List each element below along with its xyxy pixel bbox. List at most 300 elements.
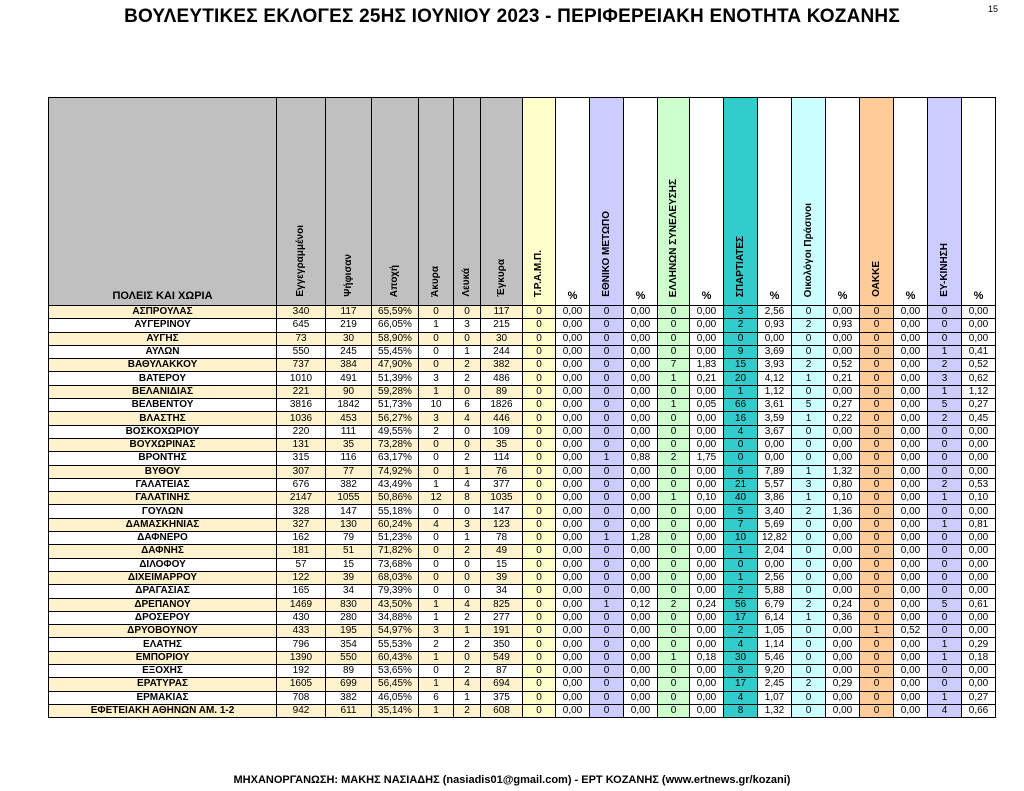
header-party-2 xyxy=(658,98,690,306)
row-cell: 0 xyxy=(860,385,894,398)
row-cell: 0,00 xyxy=(556,704,590,717)
row-cell: 0,00 xyxy=(894,571,928,584)
row-cell: 53,65% xyxy=(372,665,419,678)
row-cell: 1035 xyxy=(481,492,523,505)
row-cell: 0 xyxy=(419,505,454,518)
row-cell: 2 xyxy=(454,704,481,717)
header-party-3 xyxy=(724,98,758,306)
row-cell: 0,00 xyxy=(826,545,860,558)
row-cell: 73,28% xyxy=(372,438,419,451)
row-cell: 699 xyxy=(326,678,372,691)
row-cell: 1,07 xyxy=(758,691,792,704)
row-cell: 0,00 xyxy=(826,638,860,651)
table-row xyxy=(49,545,996,558)
row-cell: 3 xyxy=(724,306,758,319)
table-row xyxy=(49,598,996,611)
table-row xyxy=(49,372,996,385)
row-cell: 21 xyxy=(724,478,758,491)
row-cell: 0,00 xyxy=(556,625,590,638)
row-cell: 0 xyxy=(523,492,556,505)
row-cell: 796 xyxy=(277,638,326,651)
row-cell: 0,00 xyxy=(624,625,658,638)
row-name: ΕΡΑΤΥΡΑΣ xyxy=(49,678,277,691)
row-cell: 74,92% xyxy=(372,465,419,478)
row-cell: 0 xyxy=(860,372,894,385)
row-cell: 5 xyxy=(928,399,962,412)
row-cell: 0,00 xyxy=(894,332,928,345)
row-cell: 147 xyxy=(326,505,372,518)
row-cell: 5,57 xyxy=(758,478,792,491)
row-cell: 0,00 xyxy=(624,651,658,664)
row-cell: 0,00 xyxy=(624,438,658,451)
row-cell: 34 xyxy=(481,585,523,598)
row-cell: 0,00 xyxy=(556,425,590,438)
row-name: ΒΑΤΕΡΟΥ xyxy=(49,372,277,385)
row-name: ΔΡΕΠΑΝΟΥ xyxy=(49,598,277,611)
row-cell: 0,00 xyxy=(556,665,590,678)
row-cell: 0,00 xyxy=(894,478,928,491)
row-cell: 1036 xyxy=(277,412,326,425)
row-cell: 2,45 xyxy=(758,678,792,691)
row-cell: 6 xyxy=(419,691,454,704)
row-cell: 4 xyxy=(454,678,481,691)
row-cell: 0 xyxy=(523,399,556,412)
row-cell: 1 xyxy=(724,385,758,398)
row-cell: 87 xyxy=(481,665,523,678)
row-cell: 2 xyxy=(792,319,826,332)
header-pct-label: % xyxy=(973,290,984,302)
row-cell: 131 xyxy=(277,438,326,451)
header-party-4 xyxy=(792,98,826,306)
row-cell: 2 xyxy=(658,598,690,611)
row-cell: 15 xyxy=(481,558,523,571)
row-cell: 244 xyxy=(481,345,523,358)
row-cell: 0 xyxy=(523,438,556,451)
row-cell: 0,00 xyxy=(962,585,996,598)
row-cell: 0 xyxy=(454,585,481,598)
row-cell: 0 xyxy=(523,372,556,385)
row-cell: 56,27% xyxy=(372,412,419,425)
row-name: ΒΡΟΝΤΗΣ xyxy=(49,452,277,465)
row-cell: 0 xyxy=(792,452,826,465)
row-cell: 0 xyxy=(590,691,624,704)
row-cell: 0 xyxy=(860,345,894,358)
row-cell: 0 xyxy=(658,518,690,531)
row-cell: 0,00 xyxy=(962,465,996,478)
row-cell: 7,89 xyxy=(758,465,792,478)
row-cell: 2,56 xyxy=(758,571,792,584)
header-pct-4 xyxy=(826,98,860,306)
row-cell: 65,59% xyxy=(372,306,419,319)
row-cell: 0 xyxy=(860,465,894,478)
row-cell: 0,52 xyxy=(894,625,928,638)
row-cell: 123 xyxy=(481,518,523,531)
table-body xyxy=(49,306,996,718)
row-cell: 0 xyxy=(523,412,556,425)
row-cell: 51,23% xyxy=(372,532,419,545)
header-pct-label: % xyxy=(567,290,578,302)
row-cell: 942 xyxy=(277,704,326,717)
row-cell: 0 xyxy=(590,665,624,678)
row-cell: 0,00 xyxy=(962,306,996,319)
row-cell: 4 xyxy=(724,691,758,704)
row-name: ΔΡΥΟΒΟΥΝΟΥ xyxy=(49,625,277,638)
row-cell: 0 xyxy=(590,585,624,598)
row-cell: 0,21 xyxy=(826,372,860,385)
header-pct-5 xyxy=(894,98,928,306)
header-pct-label: % xyxy=(837,290,848,302)
table-row xyxy=(49,651,996,664)
row-cell: 0,93 xyxy=(826,319,860,332)
row-cell: 0 xyxy=(590,505,624,518)
row-cell: 0,00 xyxy=(624,465,658,478)
row-cell: 0,00 xyxy=(690,478,724,491)
row-cell: 46,05% xyxy=(372,691,419,704)
row-cell: 1055 xyxy=(326,492,372,505)
row-cell: 0 xyxy=(658,385,690,398)
row-cell: 737 xyxy=(277,359,326,372)
row-cell: 0 xyxy=(928,465,962,478)
row-cell: 0,00 xyxy=(556,545,590,558)
row-cell: 1,83 xyxy=(690,359,724,372)
row-cell: 2 xyxy=(419,425,454,438)
header-party-label: ΟΑΚΚΕ xyxy=(870,261,882,297)
row-cell: 116 xyxy=(326,452,372,465)
row-cell: 195 xyxy=(326,625,372,638)
row-cell: 0,10 xyxy=(826,492,860,505)
row-cell: 340 xyxy=(277,306,326,319)
row-cell: 1826 xyxy=(481,399,523,412)
row-cell: 3,69 xyxy=(758,345,792,358)
row-cell: 0 xyxy=(523,665,556,678)
row-cell: 0 xyxy=(590,319,624,332)
row-cell: 1 xyxy=(419,598,454,611)
row-cell: 433 xyxy=(277,625,326,638)
row-cell: 0 xyxy=(658,691,690,704)
row-cell: 54,97% xyxy=(372,625,419,638)
row-cell: 35,14% xyxy=(372,704,419,717)
row-cell: 0 xyxy=(928,532,962,545)
header-base-0 xyxy=(277,98,326,306)
row-cell: 0 xyxy=(928,505,962,518)
row-cell: 0,00 xyxy=(826,625,860,638)
row-cell: 219 xyxy=(326,319,372,332)
table-row xyxy=(49,518,996,531)
row-cell: 66 xyxy=(724,399,758,412)
row-cell: 117 xyxy=(481,306,523,319)
row-cell: 0,00 xyxy=(556,611,590,624)
row-cell: 0 xyxy=(658,532,690,545)
table-row xyxy=(49,399,996,412)
row-cell: 0 xyxy=(523,425,556,438)
row-cell: 0 xyxy=(419,532,454,545)
row-cell: 0,00 xyxy=(556,571,590,584)
row-cell: 694 xyxy=(481,678,523,691)
row-cell: 0 xyxy=(658,345,690,358)
row-cell: 0,00 xyxy=(826,691,860,704)
row-cell: 0,00 xyxy=(826,585,860,598)
row-cell: 89 xyxy=(481,385,523,398)
row-cell: 0 xyxy=(658,558,690,571)
table-row xyxy=(49,665,996,678)
row-cell: 5,69 xyxy=(758,518,792,531)
row-cell: 220 xyxy=(277,425,326,438)
row-cell: 0,00 xyxy=(826,332,860,345)
table-row xyxy=(49,571,996,584)
row-cell: 56,45% xyxy=(372,678,419,691)
row-cell: 0 xyxy=(419,306,454,319)
row-cell: 0 xyxy=(928,665,962,678)
header-base-label: Εγγεγραμμένοι xyxy=(295,225,306,297)
row-cell: 0 xyxy=(860,359,894,372)
table-row xyxy=(49,638,996,651)
row-cell: 0 xyxy=(523,478,556,491)
row-cell: 0 xyxy=(523,505,556,518)
row-cell: 0 xyxy=(928,452,962,465)
row-cell: 39 xyxy=(326,571,372,584)
row-cell: 0,52 xyxy=(962,359,996,372)
row-cell: 4 xyxy=(454,598,481,611)
row-cell: 0 xyxy=(792,571,826,584)
row-cell: 0,00 xyxy=(624,545,658,558)
row-cell: 3 xyxy=(419,412,454,425)
row-cell: 1 xyxy=(419,678,454,691)
row-cell: 0 xyxy=(590,611,624,624)
row-cell: 17 xyxy=(724,611,758,624)
row-cell: 0 xyxy=(792,704,826,717)
row-cell: 2 xyxy=(419,638,454,651)
row-cell: 68,03% xyxy=(372,571,419,584)
row-cell: 0,62 xyxy=(962,372,996,385)
row-cell: 608 xyxy=(481,704,523,717)
row-cell: 0 xyxy=(419,438,454,451)
row-cell: 5 xyxy=(792,399,826,412)
table-row xyxy=(49,359,996,372)
row-cell: 0,88 xyxy=(624,452,658,465)
row-cell: 3 xyxy=(419,372,454,385)
row-cell: 0 xyxy=(658,306,690,319)
row-cell: 0,00 xyxy=(690,412,724,425)
row-cell: 15 xyxy=(724,359,758,372)
row-cell: 0,00 xyxy=(826,438,860,451)
row-cell: 0,00 xyxy=(894,359,928,372)
row-cell: 0,00 xyxy=(826,452,860,465)
row-cell: 0,00 xyxy=(556,345,590,358)
row-cell: 0,00 xyxy=(624,359,658,372)
row-cell: 0,66 xyxy=(962,704,996,717)
row-cell: 0 xyxy=(860,558,894,571)
row-cell: 15 xyxy=(326,558,372,571)
row-cell: 676 xyxy=(277,478,326,491)
row-cell: 0 xyxy=(590,651,624,664)
row-cell: 0 xyxy=(860,611,894,624)
row-cell: 0,00 xyxy=(894,665,928,678)
row-cell: 63,17% xyxy=(372,452,419,465)
table-row xyxy=(49,492,996,505)
row-cell: 30 xyxy=(326,332,372,345)
row-cell: 0 xyxy=(860,598,894,611)
row-cell: 130 xyxy=(326,518,372,531)
row-cell: 0,00 xyxy=(690,425,724,438)
table-row xyxy=(49,585,996,598)
row-cell: 4,12 xyxy=(758,372,792,385)
row-cell: 73,68% xyxy=(372,558,419,571)
row-cell: 0 xyxy=(523,452,556,465)
header-pct-label: % xyxy=(905,290,916,302)
row-cell: 0,61 xyxy=(962,598,996,611)
row-cell: 0 xyxy=(419,545,454,558)
row-cell: 8 xyxy=(454,492,481,505)
row-cell: 0,00 xyxy=(894,518,928,531)
row-cell: 0 xyxy=(454,332,481,345)
row-cell: 0,45 xyxy=(962,412,996,425)
row-cell: 1 xyxy=(658,651,690,664)
row-name: ΔΑΜΑΣΚΗΝΙΑΣ xyxy=(49,518,277,531)
row-cell: 0,10 xyxy=(690,492,724,505)
row-cell: 47,90% xyxy=(372,359,419,372)
row-cell: 0 xyxy=(523,345,556,358)
row-cell: 1 xyxy=(590,452,624,465)
row-cell: 315 xyxy=(277,452,326,465)
row-cell: 0,00 xyxy=(556,492,590,505)
row-cell: 0 xyxy=(724,558,758,571)
row-cell: 0,00 xyxy=(624,704,658,717)
row-name: ΔΙΛΟΦΟΥ xyxy=(49,558,277,571)
row-cell: 1 xyxy=(792,412,826,425)
row-cell: 0,00 xyxy=(556,452,590,465)
row-cell: 0 xyxy=(419,452,454,465)
row-cell: 2 xyxy=(724,625,758,638)
row-cell: 1 xyxy=(928,345,962,358)
row-cell: 0 xyxy=(792,665,826,678)
row-cell: 0,00 xyxy=(690,638,724,651)
row-cell: 277 xyxy=(481,611,523,624)
row-cell: 0,24 xyxy=(690,598,724,611)
row-cell: 3,93 xyxy=(758,359,792,372)
row-cell: 2 xyxy=(454,452,481,465)
results-table xyxy=(48,97,996,718)
row-cell: 0 xyxy=(928,332,962,345)
row-cell: 0,00 xyxy=(556,412,590,425)
row-cell: 73 xyxy=(277,332,326,345)
row-cell: 0,00 xyxy=(962,558,996,571)
row-cell: 35 xyxy=(326,438,372,451)
row-cell: 3 xyxy=(454,319,481,332)
row-cell: 0,00 xyxy=(556,598,590,611)
row-cell: 0,29 xyxy=(962,638,996,651)
header-base-label: Ψήφισαν xyxy=(342,254,354,297)
row-cell: 0,00 xyxy=(624,319,658,332)
row-cell: 76 xyxy=(481,465,523,478)
row-cell: 0,00 xyxy=(894,704,928,717)
row-cell: 0 xyxy=(792,651,826,664)
row-cell: 0 xyxy=(590,492,624,505)
row-cell: 0,00 xyxy=(690,306,724,319)
row-name: ΑΥΓΗΣ xyxy=(49,332,277,345)
row-cell: 354 xyxy=(326,638,372,651)
row-cell: 0 xyxy=(860,412,894,425)
row-cell: 0,00 xyxy=(894,691,928,704)
row-cell: 0 xyxy=(523,704,556,717)
header-party-1 xyxy=(590,98,624,306)
row-cell: 0 xyxy=(724,438,758,451)
row-cell: 0,10 xyxy=(962,492,996,505)
row-cell: 0 xyxy=(860,704,894,717)
row-cell: 0 xyxy=(419,558,454,571)
row-cell: 79,39% xyxy=(372,585,419,598)
row-cell: 2 xyxy=(454,665,481,678)
row-cell: 0 xyxy=(590,465,624,478)
row-cell: 0,00 xyxy=(962,452,996,465)
row-cell: 43,49% xyxy=(372,478,419,491)
row-cell: 382 xyxy=(326,691,372,704)
row-cell: 0 xyxy=(860,438,894,451)
row-cell: 109 xyxy=(481,425,523,438)
row-cell: 0,00 xyxy=(690,611,724,624)
row-cell: 375 xyxy=(481,691,523,704)
row-cell: 0 xyxy=(523,571,556,584)
header-pct-label: % xyxy=(635,290,646,302)
row-cell: 350 xyxy=(481,638,523,651)
row-cell: 0,18 xyxy=(690,651,724,664)
row-cell: 0 xyxy=(590,385,624,398)
row-cell: 0,00 xyxy=(962,532,996,545)
row-cell: 0 xyxy=(658,319,690,332)
row-cell: 0,00 xyxy=(624,691,658,704)
row-cell: 0,00 xyxy=(556,399,590,412)
row-cell: 0,00 xyxy=(690,678,724,691)
row-cell: 0,00 xyxy=(556,306,590,319)
row-cell: 1 xyxy=(454,532,481,545)
row-cell: 10 xyxy=(724,532,758,545)
row-cell: 162 xyxy=(277,532,326,545)
header-base-1 xyxy=(326,98,372,306)
row-cell: 2 xyxy=(454,545,481,558)
row-cell: 0,00 xyxy=(556,678,590,691)
row-cell: 0 xyxy=(658,704,690,717)
row-cell: 0,00 xyxy=(894,558,928,571)
row-cell: 0 xyxy=(523,385,556,398)
row-cell: 1 xyxy=(928,518,962,531)
row-cell: 307 xyxy=(277,465,326,478)
row-cell: 1 xyxy=(928,492,962,505)
row-cell: 0,00 xyxy=(624,585,658,598)
row-cell: 0,81 xyxy=(962,518,996,531)
row-cell: 0,00 xyxy=(556,438,590,451)
table-row xyxy=(49,691,996,704)
row-cell: 4 xyxy=(454,412,481,425)
row-cell: 1 xyxy=(454,691,481,704)
row-cell: 0 xyxy=(523,691,556,704)
table-row xyxy=(49,438,996,451)
row-cell: 0,00 xyxy=(826,665,860,678)
row-cell: 1 xyxy=(419,385,454,398)
row-cell: 2147 xyxy=(277,492,326,505)
row-cell: 0,00 xyxy=(894,611,928,624)
row-cell: 17 xyxy=(724,678,758,691)
row-cell: 0,93 xyxy=(758,319,792,332)
row-cell: 0 xyxy=(860,638,894,651)
row-cell: 0,00 xyxy=(624,478,658,491)
row-cell: 0,00 xyxy=(758,438,792,451)
row-cell: 0,00 xyxy=(826,558,860,571)
row-cell: 0,00 xyxy=(962,425,996,438)
row-cell: 0 xyxy=(454,438,481,451)
row-cell: 0,00 xyxy=(556,332,590,345)
row-cell: 0 xyxy=(454,425,481,438)
row-cell: 0 xyxy=(860,518,894,531)
row-cell: 327 xyxy=(277,518,326,531)
